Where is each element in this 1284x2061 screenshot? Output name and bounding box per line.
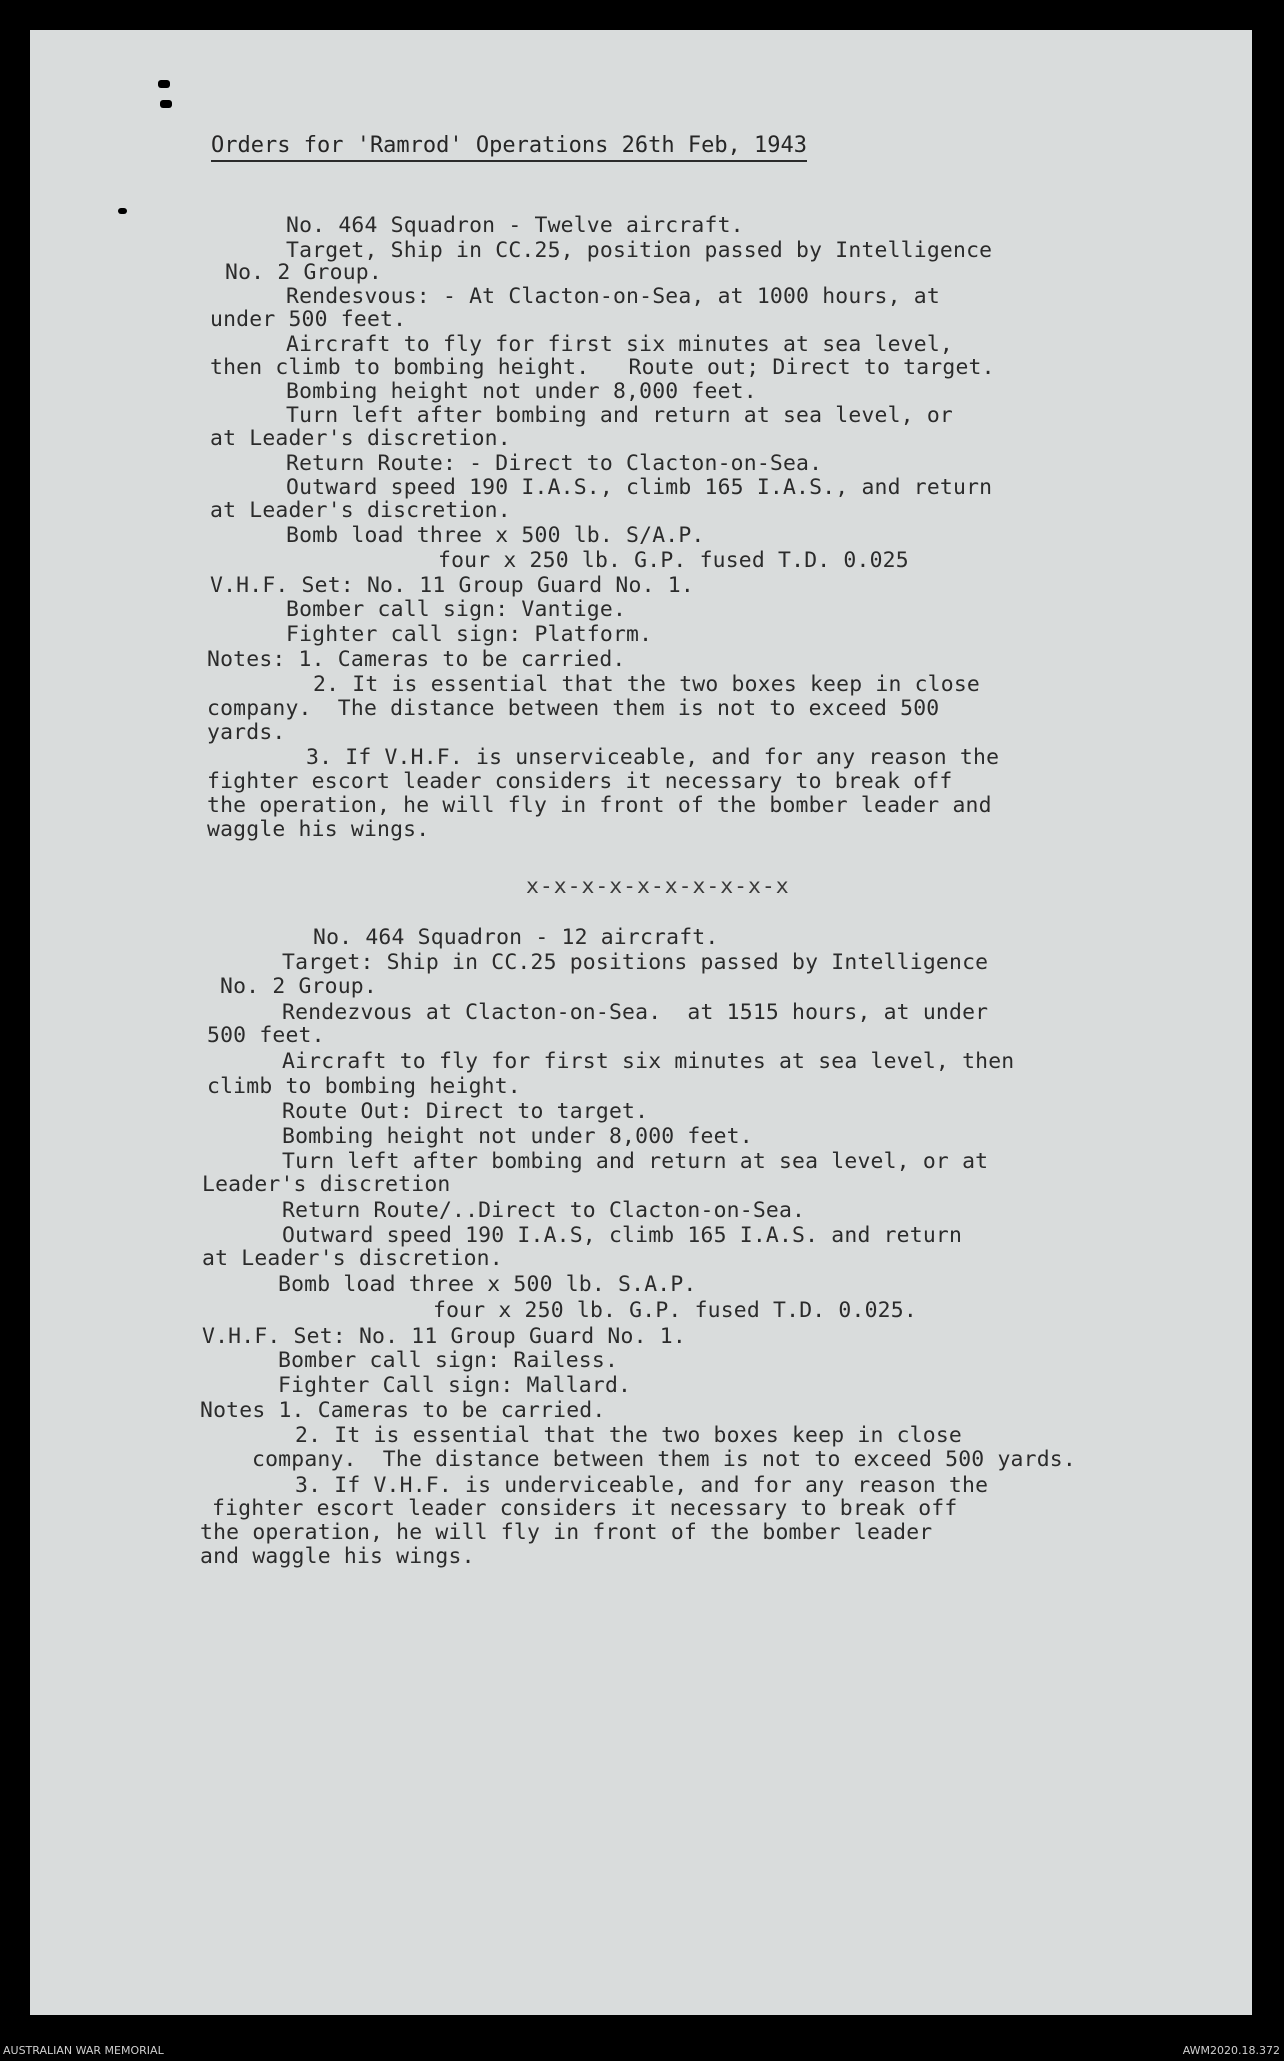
punch-hole [160, 100, 172, 108]
text-line: Route Out: Direct to target. [282, 1099, 649, 1124]
text-line: Outward speed 190 I.A.S., climb 165 I.A.S., and return [286, 475, 993, 500]
text-line: Aircraft to fly for first six minutes at sea level, [286, 332, 953, 357]
text-line: fighter escort leader considers it necessary to break off [207, 769, 953, 794]
text-line: 3. If V.H.F. is unserviceable, and for any reason the [306, 745, 1000, 770]
text-line: Target: Ship in CC.25 positions passed by Intelligence [282, 950, 989, 975]
document-page [30, 30, 1252, 2015]
text-line: V.H.F. Set: No. 11 Group Guard No. 1. [202, 1324, 686, 1349]
punch-hole [118, 208, 127, 214]
text-line: Fighter call sign: Platform. [286, 622, 653, 647]
text-line: No. 464 Squadron - Twelve aircraft. [286, 213, 744, 238]
text-line: Notes 1. Cameras to be carried. [200, 1398, 606, 1423]
text-line: waggle his wings. [207, 817, 430, 842]
text-line: Outward speed 190 I.A.S, climb 165 I.A.S. and return [282, 1223, 963, 1248]
text-line: then climb to bombing height. Route out; Direct to target. [210, 355, 995, 380]
text-line: Rendesvous: - At Clacton-on-Sea, at 1000 hours, at [286, 284, 940, 309]
document-title: Orders for 'Ramrod' Operations 26th Feb, 1943 [211, 133, 807, 162]
text-line: climb to bombing height. [207, 1074, 521, 1099]
text-line: Target, Ship in CC.25, position passed by Intelligence [286, 238, 993, 263]
text-line: Turn left after bombing and return at sea level, or [286, 403, 953, 428]
text-line: company. The distance between them is not to exceed 500 yards. [252, 1447, 1076, 1472]
text-line: Return Route/..Direct to Clacton-on-Sea. [282, 1198, 806, 1223]
text-line: at Leader's discretion. [202, 1246, 503, 1271]
text-line: 500 feet. [207, 1023, 325, 1048]
text-line: Aircraft to fly for first six minutes at sea level, then [282, 1049, 1015, 1074]
text-line: Bomber call sign: Railess. [278, 1348, 619, 1373]
text-line: 3. If V.H.F. is underviceable, and for any reason the [295, 1473, 989, 1498]
text-line: No. 2 Group. [225, 260, 382, 285]
punch-hole [158, 80, 170, 88]
text-line: 2. It is essential that the two boxes keep in close [313, 672, 980, 697]
text-line: four x 250 lb. G.P. fused T.D. 0.025 [438, 548, 909, 573]
text-line: Bombing height not under 8,000 feet. [282, 1124, 753, 1149]
text-line: No. 464 Squadron - 12 aircraft. [313, 925, 719, 950]
text-line: 2. It is essential that the two boxes keep in close [295, 1423, 962, 1448]
footer-institution: AUSTRALIAN WAR MEMORIAL [3, 2044, 164, 2057]
text-line: the operation, he will fly in front of the bomber leader [200, 1520, 933, 1545]
text-line: Turn left after bombing and return at sea level, or at [282, 1149, 989, 1174]
text-line: Rendezvous at Clacton-on-Sea. at 1515 hours, at under [282, 1000, 989, 1025]
text-line: Notes: 1. Cameras to be carried. [207, 647, 626, 672]
text-line: yards. [207, 720, 286, 745]
footer-accession-number: AWM2020.18.372 [1182, 2044, 1280, 2057]
text-line: fighter escort leader considers it necessary to break off [212, 1496, 958, 1521]
text-line: the operation, he will fly in front of the bomber leader and [207, 793, 992, 818]
text-line: Bomber call sign: Vantige. [286, 597, 627, 622]
text-line: and waggle his wings. [200, 1544, 475, 1569]
text-line: Bomb load three x 500 lb. S.A.P. [278, 1272, 697, 1297]
text-line: Leader's discretion [202, 1172, 451, 1197]
text-line: Bomb load three x 500 lb. S/A.P. [286, 523, 705, 548]
text-line: No. 2 Group. [220, 974, 377, 999]
text-line: Bombing height not under 8,000 feet. [286, 379, 757, 404]
text-line: Fighter Call sign: Mallard. [278, 1373, 632, 1398]
text-line: four x 250 lb. G.P. fused T.D. 0.025. [433, 1298, 917, 1323]
text-line: Return Route: - Direct to Clacton-on-Sea. [286, 451, 823, 476]
text-line: at Leader's discretion. [210, 426, 511, 451]
text-line: V.H.F. Set: No. 11 Group Guard No. 1. [210, 573, 694, 598]
text-line: company. The distance between them is not to exceed 500 [207, 696, 940, 721]
text-line: at Leader's discretion. [210, 498, 511, 523]
section-separator: x-x-x-x-x-x-x-x-x-x [526, 874, 790, 899]
text-line: under 500 feet. [210, 307, 407, 332]
